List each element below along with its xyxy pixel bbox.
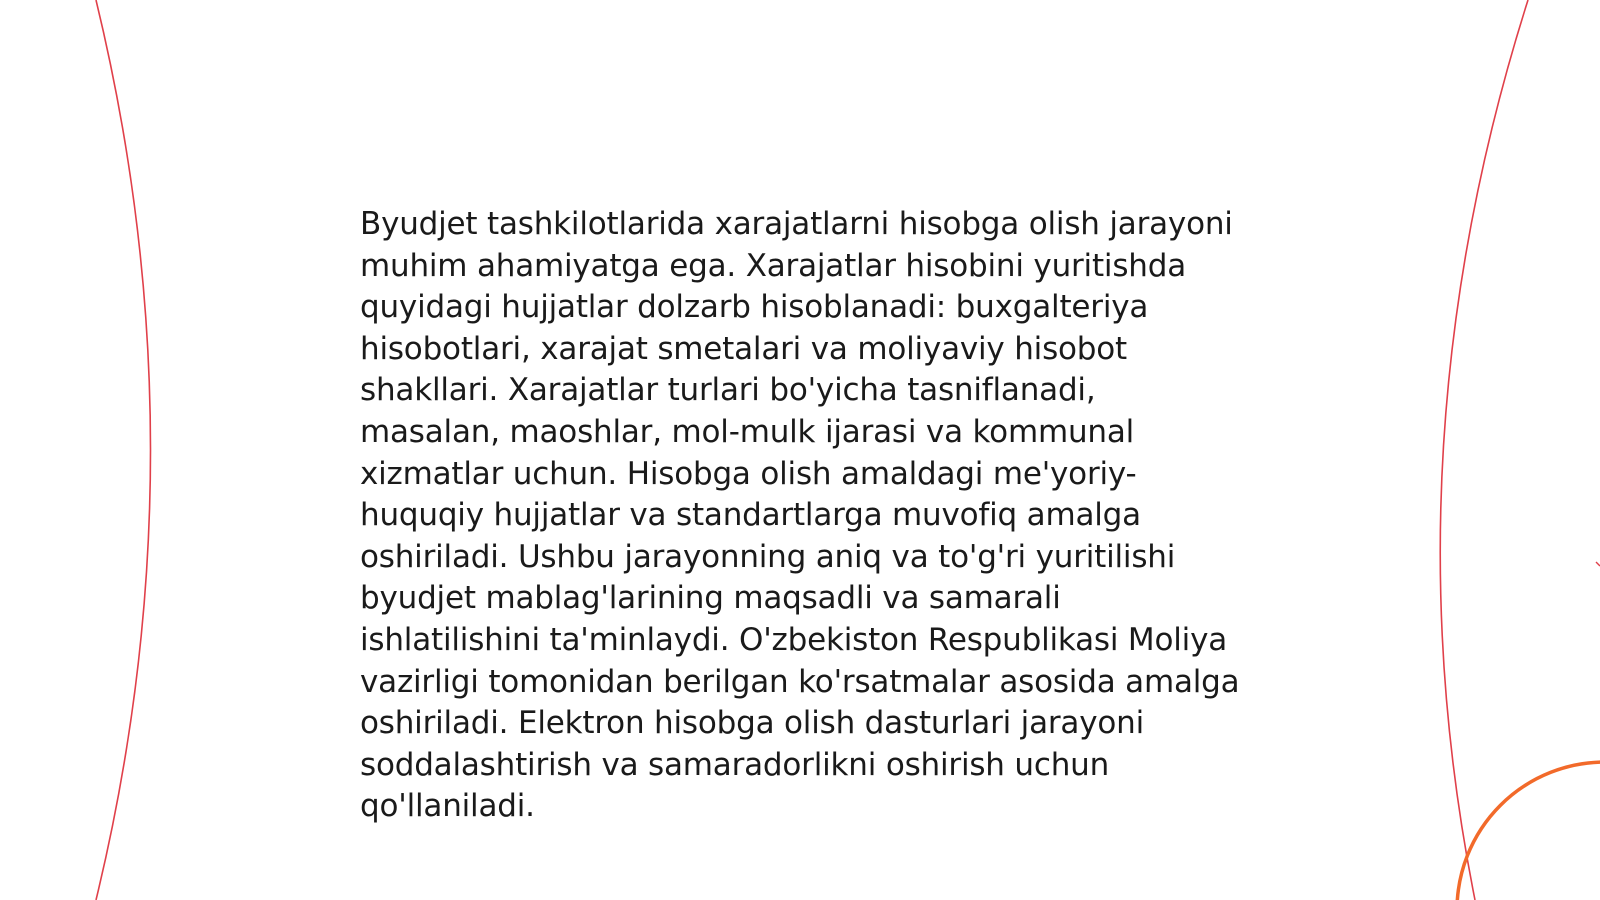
body-paragraph: Byudjet tashkilotlarida xarajatlarni hisobga olish jarayoni muhim ahamiyatga ega. Xarajatlar hisobini yuritishda quyidagi hujjatlar dolzarb hisoblanadi: buxgalteriya hisobotlari, xarajat smetalari va moliyaviy hisobot shakllari. Xarajatlar turlari bo'yicha tasniflanadi, masalan, maoshlar, mol-mulk ijarasi va kommunal xizmatlar uchun. Hisobga olish amaldagi me'yoriy-huquqiy hujjatlar va standartlarga muvofiq amalga oshiriladi. Ushbu jarayonning aniq va to'g'ri yuritilishi byudjet mablag'larining maqsadli va samarali ishlatilishini ta'minlaydi. O'zbekiston Respublikasi Moliya vazirligi tomonidan berilgan ko'rsatmalar asosida amalga oshiriladi. Elektron hisobga olish dasturlari jarayoni soddalashtirish va samaradorlikni oshirish uchun qo'llaniladi. — [360, 206, 1240, 825]
left-arc — [96, 0, 151, 900]
right-arc — [1440, 0, 1528, 900]
right-arc-tick — [1596, 562, 1600, 566]
orange-circle — [1457, 762, 1600, 900]
